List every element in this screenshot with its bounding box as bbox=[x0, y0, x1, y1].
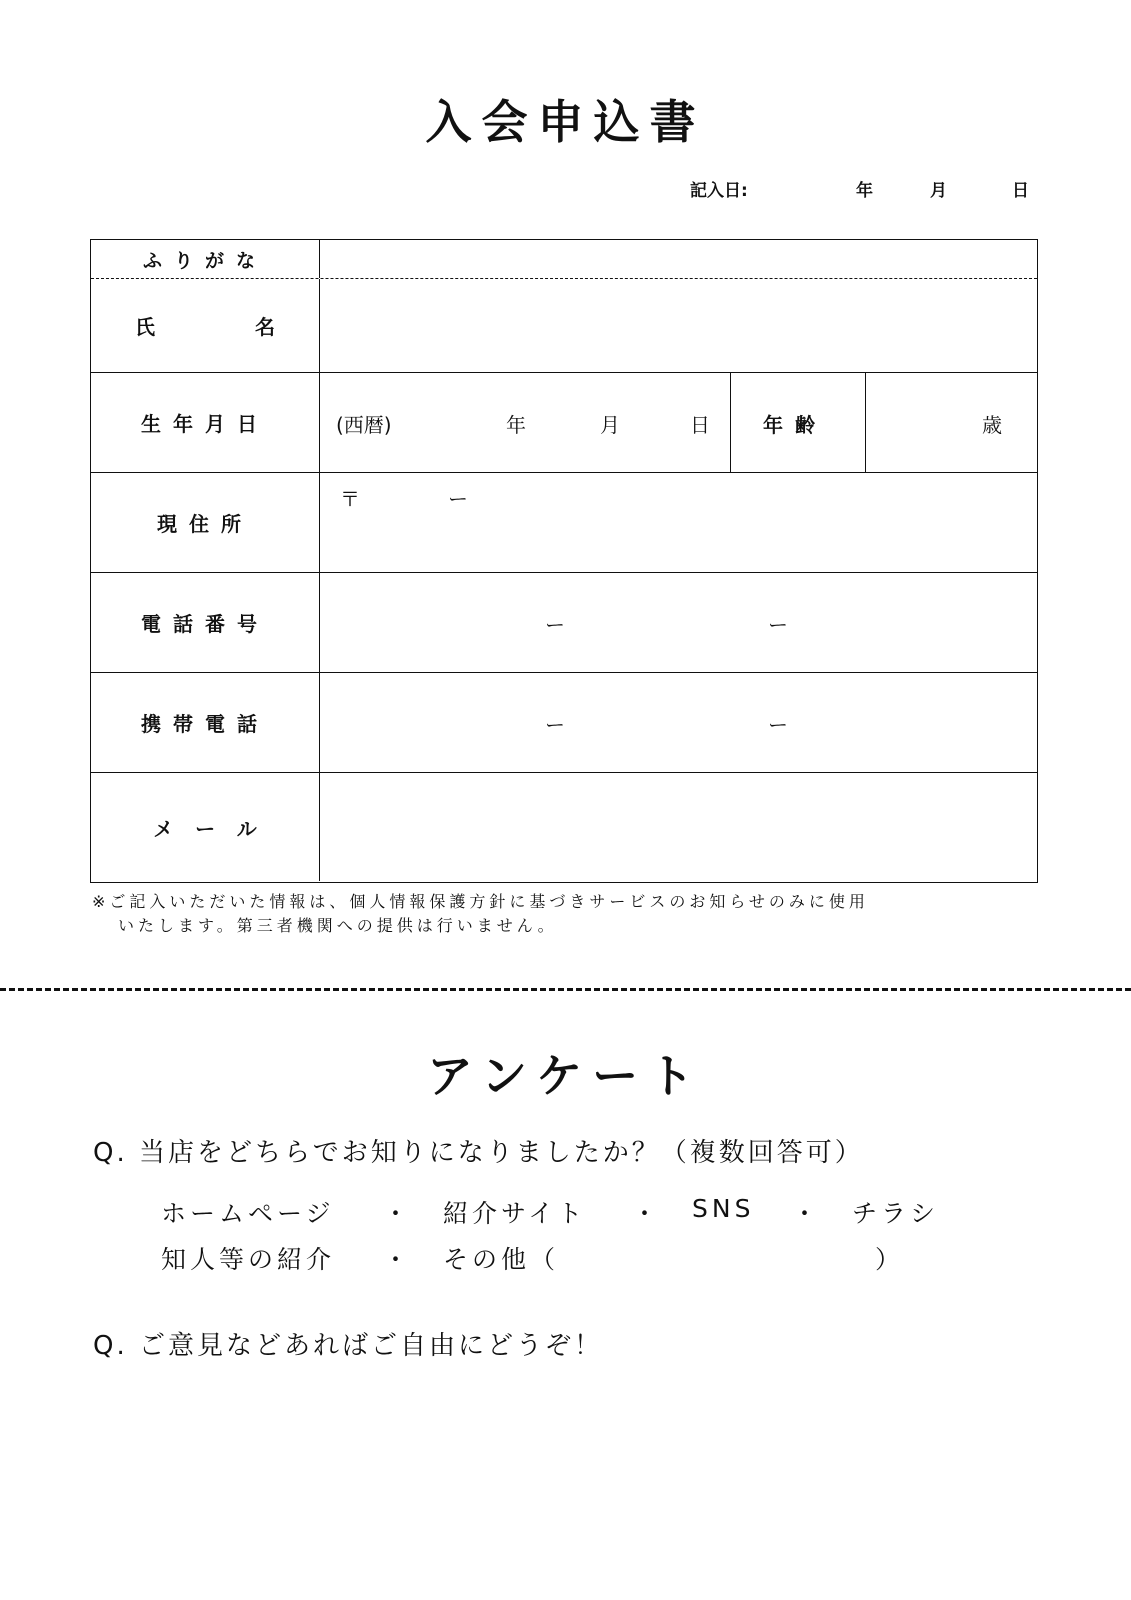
privacy-note bbox=[92, 890, 1052, 938]
age-divider bbox=[865, 373, 866, 472]
era-label: (西暦) bbox=[336, 413, 392, 437]
name-input[interactable] bbox=[320, 279, 1037, 372]
application-form-table bbox=[90, 239, 1038, 883]
furigana-label: ふりがな bbox=[91, 240, 320, 278]
option-separator: ・ bbox=[792, 1199, 822, 1228]
survey-title: アンケート bbox=[426, 1049, 705, 1103]
entry-date-year: 年 bbox=[856, 181, 873, 201]
option-intro-site[interactable]: 紹介サイト bbox=[443, 1199, 587, 1228]
birth-day-label: 日 bbox=[690, 413, 710, 437]
mobile-dash-1: ー bbox=[545, 713, 565, 737]
phone-label: 電話番号 bbox=[91, 573, 320, 672]
mobile-label: 携帯電話 bbox=[91, 673, 320, 772]
privacy-note-line-1: ※ご記入いただいた情報は、個人情報保護方針に基づきサービスのお知らせのみに使用 bbox=[92, 892, 869, 911]
entry-date bbox=[690, 176, 1040, 202]
email-input[interactable] bbox=[320, 773, 1037, 881]
option-other-close: ） bbox=[875, 1245, 905, 1274]
privacy-note-line-2: いたします。第三者機関への提供は行いません。 bbox=[118, 916, 558, 935]
option-homepage[interactable]: ホームページ bbox=[161, 1199, 335, 1228]
phone-row bbox=[91, 572, 1037, 672]
birth-year-label: 年 bbox=[506, 413, 526, 437]
entry-date-day: 日 bbox=[1012, 181, 1029, 201]
question-1: Q. 当店をどちらでお知りになりましたか？（複数回答可） bbox=[93, 1138, 864, 1168]
name-row bbox=[91, 278, 1037, 372]
mobile-dash-2: ー bbox=[768, 713, 788, 737]
birthdate-input[interactable] bbox=[320, 373, 1037, 472]
furigana-row bbox=[91, 240, 1037, 278]
cut-line bbox=[0, 988, 1131, 991]
option-sns[interactable]: SNS bbox=[692, 1194, 755, 1223]
option-separator: ・ bbox=[383, 1245, 413, 1274]
option-flyer[interactable]: チラシ bbox=[852, 1199, 940, 1228]
option-separator: ・ bbox=[632, 1199, 662, 1228]
address-row bbox=[91, 472, 1037, 572]
name-label: 氏 名 bbox=[91, 279, 320, 372]
question-2: Q. ご意見などあればご自由にどうぞ！ bbox=[93, 1331, 603, 1361]
option-other[interactable]: その他（ bbox=[443, 1245, 560, 1274]
email-row bbox=[91, 772, 1037, 881]
age-unit: 歳 bbox=[982, 413, 1002, 437]
birthdate-label: 生年月日 bbox=[91, 373, 320, 472]
phone-dash-1: ー bbox=[545, 613, 565, 637]
phone-input[interactable] bbox=[320, 573, 1037, 672]
email-label: メール bbox=[91, 773, 320, 881]
form-title: 入会申込書 bbox=[425, 95, 706, 149]
address-label: 現住所 bbox=[91, 473, 320, 572]
birth-month-label: 月 bbox=[600, 413, 620, 437]
option-acquaintance[interactable]: 知人等の紹介 bbox=[161, 1245, 336, 1274]
option-separator: ・ bbox=[383, 1199, 413, 1228]
mobile-input[interactable] bbox=[320, 673, 1037, 772]
postal-mark: 〒 bbox=[340, 487, 360, 511]
phone-dash-2: ー bbox=[768, 613, 788, 637]
entry-date-label: 記入日: bbox=[690, 181, 748, 201]
furigana-input[interactable] bbox=[320, 240, 1037, 278]
birthdate-divider bbox=[730, 373, 731, 472]
postal-dash: ー bbox=[448, 487, 468, 511]
entry-date-month: 月 bbox=[930, 181, 947, 201]
age-label: 年齢 bbox=[763, 413, 827, 437]
mobile-row bbox=[91, 672, 1037, 772]
birthdate-row bbox=[91, 372, 1037, 472]
address-input[interactable] bbox=[320, 473, 1037, 572]
